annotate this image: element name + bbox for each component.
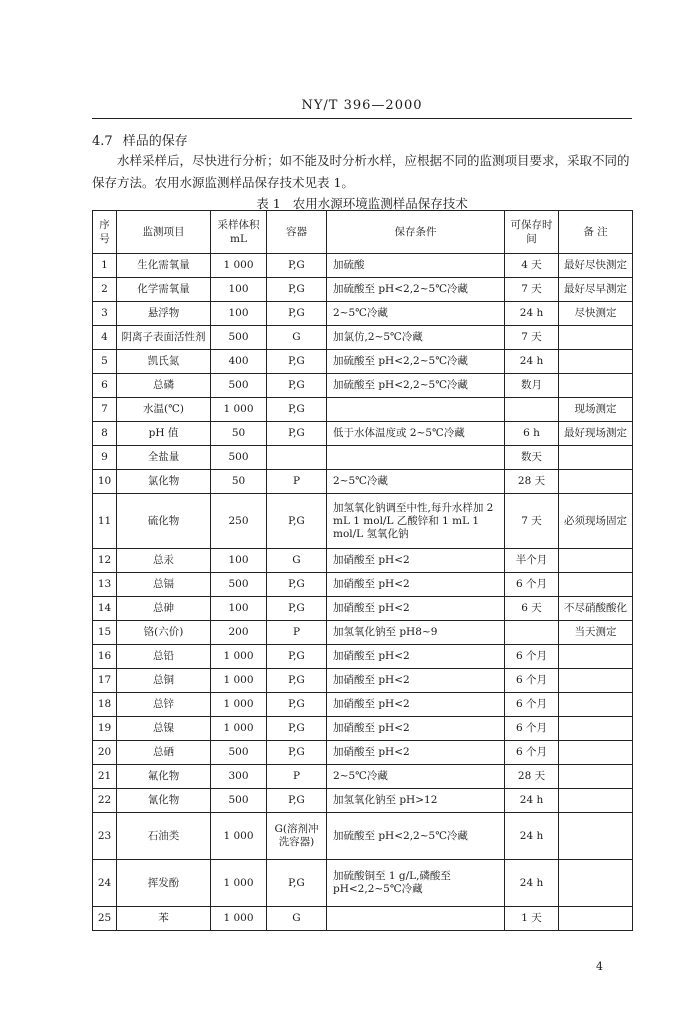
table-row [93, 422, 633, 446]
table-row [93, 278, 633, 302]
cell-time: 28 天 [505, 470, 559, 494]
cell-note: 当天测定 [559, 621, 633, 645]
cell-item: 总铜 [117, 669, 211, 693]
cell-time: 6 个月 [505, 645, 559, 669]
cell-seq: 3 [93, 302, 117, 326]
cell-condition: 2~5℃冷藏 [327, 302, 505, 326]
cell-time: 6 个月 [505, 717, 559, 741]
cell-seq: 22 [93, 789, 117, 813]
cell-container: P,G [267, 789, 327, 813]
cell-condition: 加硝酸至 pH<2 [327, 669, 505, 693]
cell-item: 水温(℃) [117, 398, 211, 422]
cell-seq: 9 [93, 446, 117, 470]
cell-container: G [267, 549, 327, 573]
header-seq: 序号 [93, 211, 117, 254]
cell-condition: 加氢氧化钠至 pH8~9 [327, 621, 505, 645]
cell-volume: 400 [211, 350, 267, 374]
cell-volume: 1 000 [211, 813, 267, 860]
cell-note [559, 549, 633, 573]
cell-seq: 13 [93, 573, 117, 597]
cell-time: 6 h [505, 422, 559, 446]
cell-note [559, 693, 633, 717]
cell-volume: 500 [211, 789, 267, 813]
table-row [93, 254, 633, 278]
cell-time: 6 个月 [505, 741, 559, 765]
table-row [93, 326, 633, 350]
section-paragraph: 水样采样后，尽快进行分析；如不能及时分析水样，应根据不同的监测项目要求，采取不同的保存方法。农用水源监测样品保存技术见表 1。 [92, 153, 630, 190]
cell-item: 悬浮物 [117, 302, 211, 326]
section-number: 4.7 [92, 134, 113, 149]
table-row [93, 789, 633, 813]
cell-seq: 25 [93, 907, 117, 931]
cell-item: 生化需氧量 [117, 254, 211, 278]
cell-condition: 加硝酸至 pH<2 [327, 597, 505, 621]
storage-table [92, 210, 633, 931]
cell-note: 尽快测定 [559, 302, 633, 326]
cell-note [559, 645, 633, 669]
table-number: 表 1 [256, 196, 281, 211]
cell-condition: 2~5℃冷藏 [327, 765, 505, 789]
cell-note [559, 907, 633, 931]
cell-item: 石油类 [117, 813, 211, 860]
cell-container [267, 446, 327, 470]
cell-seq: 7 [93, 398, 117, 422]
cell-item: 总锌 [117, 693, 211, 717]
cell-item: 氯化物 [117, 470, 211, 494]
cell-time: 半个月 [505, 549, 559, 573]
cell-container: P,G [267, 398, 327, 422]
cell-container: P,G [267, 278, 327, 302]
cell-time: 24 h [505, 813, 559, 860]
cell-note [559, 573, 633, 597]
cell-time: 24 h [505, 302, 559, 326]
cell-container: P,G [267, 573, 327, 597]
cell-container: G [267, 326, 327, 350]
cell-seq: 18 [93, 693, 117, 717]
cell-volume: 100 [211, 302, 267, 326]
cell-item: 硫化物 [117, 494, 211, 549]
section-heading [92, 130, 188, 149]
cell-volume: 500 [211, 374, 267, 398]
cell-seq: 17 [93, 669, 117, 693]
cell-condition: 加硫酸至 pH<2,2~5℃冷藏 [327, 813, 505, 860]
cell-seq: 14 [93, 597, 117, 621]
table-row [93, 494, 633, 549]
cell-note [559, 669, 633, 693]
table-row [93, 597, 633, 621]
table-row [93, 446, 633, 470]
cell-condition: 加氢氧化钠至 pH>12 [327, 789, 505, 813]
cell-volume: 100 [211, 278, 267, 302]
cell-note [559, 446, 633, 470]
cell-condition: 加硝酸至 pH<2 [327, 693, 505, 717]
cell-container: G [267, 907, 327, 931]
cell-item: 凯氏氮 [117, 350, 211, 374]
cell-note [559, 350, 633, 374]
cell-time [505, 621, 559, 645]
cell-condition: 加硝酸至 pH<2 [327, 717, 505, 741]
cell-volume: 50 [211, 470, 267, 494]
table-title-text: 农用水源环境监测样品保存技术 [292, 196, 468, 211]
cell-seq: 8 [93, 422, 117, 446]
cell-condition [327, 398, 505, 422]
cell-condition: 加硫酸至 pH<2,2~5℃冷藏 [327, 374, 505, 398]
table-row [93, 398, 633, 422]
cell-condition: 加硫酸铜至 1 g/L,磷酸至 pH<2,2~5℃冷藏 [327, 860, 505, 907]
cell-condition: 加硝酸至 pH<2 [327, 645, 505, 669]
cell-note [559, 374, 633, 398]
cell-container: P [267, 470, 327, 494]
cell-container: P,G [267, 494, 327, 549]
cell-volume: 300 [211, 765, 267, 789]
cell-note [559, 717, 633, 741]
cell-note [559, 789, 633, 813]
cell-volume: 1 000 [211, 860, 267, 907]
cell-seq: 1 [93, 254, 117, 278]
cell-seq: 5 [93, 350, 117, 374]
cell-note [559, 470, 633, 494]
cell-container: P,G [267, 302, 327, 326]
header-note: 备 注 [559, 211, 633, 254]
cell-note [559, 860, 633, 907]
cell-note: 不尽硝酸酸化 [559, 597, 633, 621]
cell-condition: 加硫酸 [327, 254, 505, 278]
cell-item: 总铅 [117, 645, 211, 669]
section-title: 样品的保存 [122, 134, 188, 149]
standard-header: NY/T 396—2000 [301, 98, 423, 113]
cell-item: 苯 [117, 907, 211, 931]
cell-seq: 6 [93, 374, 117, 398]
cell-condition: 加硝酸至 pH<2 [327, 549, 505, 573]
cell-volume: 500 [211, 326, 267, 350]
cell-seq: 12 [93, 549, 117, 573]
cell-volume: 500 [211, 741, 267, 765]
cell-note [559, 326, 633, 350]
cell-item: 总磷 [117, 374, 211, 398]
cell-time: 4 天 [505, 254, 559, 278]
cell-time: 数天 [505, 446, 559, 470]
cell-time: 6 天 [505, 597, 559, 621]
cell-time: 数月 [505, 374, 559, 398]
cell-volume: 1 000 [211, 398, 267, 422]
cell-volume: 500 [211, 573, 267, 597]
cell-volume: 200 [211, 621, 267, 645]
cell-time: 24 h [505, 350, 559, 374]
cell-item: 总硒 [117, 741, 211, 765]
cell-container: P [267, 621, 327, 645]
cell-container: G(溶剂冲洗容器) [267, 813, 327, 860]
header-condition: 保存条件 [327, 211, 505, 254]
cell-container: P,G [267, 597, 327, 621]
cell-item: 总砷 [117, 597, 211, 621]
page-number: 4 [596, 960, 603, 973]
table-row [93, 907, 633, 931]
table-row [93, 645, 633, 669]
cell-condition [327, 907, 505, 931]
cell-condition: 低于水体温度或 2~5℃冷藏 [327, 422, 505, 446]
cell-seq: 21 [93, 765, 117, 789]
table-row [93, 693, 633, 717]
cell-container: P,G [267, 860, 327, 907]
cell-container: P,G [267, 741, 327, 765]
header-container: 容器 [267, 211, 327, 254]
cell-item: 铬(六价) [117, 621, 211, 645]
table-row [93, 302, 633, 326]
cell-time: 7 天 [505, 278, 559, 302]
cell-seq: 2 [93, 278, 117, 302]
cell-container: P,G [267, 669, 327, 693]
table-row [93, 621, 633, 645]
cell-container: P,G [267, 422, 327, 446]
cell-volume: 250 [211, 494, 267, 549]
cell-volume: 50 [211, 422, 267, 446]
cell-volume: 1 000 [211, 717, 267, 741]
table-row [93, 573, 633, 597]
cell-item: pH 值 [117, 422, 211, 446]
cell-item: 阴离子表面活性剂 [117, 326, 211, 350]
cell-condition: 加硫酸至 pH<2,2~5℃冷藏 [327, 350, 505, 374]
cell-seq: 10 [93, 470, 117, 494]
cell-seq: 20 [93, 741, 117, 765]
cell-container: P,G [267, 693, 327, 717]
header-volume: 采样体积 mL [211, 211, 267, 254]
cell-container: P,G [267, 374, 327, 398]
cell-seq: 19 [93, 717, 117, 741]
cell-volume: 100 [211, 597, 267, 621]
table-row [93, 374, 633, 398]
cell-volume: 1 000 [211, 907, 267, 931]
table-header-row [93, 211, 633, 254]
table-row [93, 860, 633, 907]
cell-condition: 加氢氧化钠调至中性,每升水样加 2 mL 1 mol/L 乙酸锌和 1 mL 1 mol/L 氢氧化钠 [327, 494, 505, 549]
table-row [93, 549, 633, 573]
cell-seq: 15 [93, 621, 117, 645]
cell-seq: 16 [93, 645, 117, 669]
cell-item: 氟化物 [117, 765, 211, 789]
cell-volume: 100 [211, 549, 267, 573]
cell-note [559, 813, 633, 860]
cell-item: 挥发酚 [117, 860, 211, 907]
cell-condition: 加硝酸至 pH<2 [327, 741, 505, 765]
cell-container: P,G [267, 350, 327, 374]
cell-time: 28 天 [505, 765, 559, 789]
cell-time: 1 天 [505, 907, 559, 931]
table-row [93, 765, 633, 789]
cell-volume: 1 000 [211, 254, 267, 278]
cell-time: 24 h [505, 789, 559, 813]
header-time: 可保存时间 [505, 211, 559, 254]
cell-note: 最好尽快测定 [559, 254, 633, 278]
cell-item: 总镉 [117, 573, 211, 597]
cell-seq: 4 [93, 326, 117, 350]
cell-time: 7 天 [505, 494, 559, 549]
cell-condition: 加硫酸至 pH<2,2~5℃冷藏 [327, 278, 505, 302]
cell-container: P,G [267, 254, 327, 278]
cell-condition [327, 446, 505, 470]
cell-volume: 1 000 [211, 645, 267, 669]
cell-note: 必须现场固定 [559, 494, 633, 549]
table-row [93, 813, 633, 860]
cell-seq: 23 [93, 813, 117, 860]
cell-time: 24 h [505, 860, 559, 907]
table-row [93, 350, 633, 374]
cell-container: P,G [267, 717, 327, 741]
cell-seq: 11 [93, 494, 117, 549]
cell-condition: 加氯仿,2~5℃冷藏 [327, 326, 505, 350]
cell-item: 化学需氧量 [117, 278, 211, 302]
cell-note [559, 765, 633, 789]
cell-note [559, 741, 633, 765]
cell-time: 6 个月 [505, 693, 559, 717]
cell-item: 全盐量 [117, 446, 211, 470]
cell-note: 最好尽早测定 [559, 278, 633, 302]
cell-seq: 24 [93, 860, 117, 907]
header-item: 监测项目 [117, 211, 211, 254]
table-row [93, 741, 633, 765]
header-rule [92, 118, 632, 119]
cell-volume: 500 [211, 446, 267, 470]
cell-condition: 2~5℃冷藏 [327, 470, 505, 494]
cell-note: 最好现场测定 [559, 422, 633, 446]
cell-time: 6 个月 [505, 669, 559, 693]
cell-volume: 1 000 [211, 693, 267, 717]
cell-time: 6 个月 [505, 573, 559, 597]
table-row [93, 470, 633, 494]
cell-item: 氰化物 [117, 789, 211, 813]
table-row [93, 717, 633, 741]
cell-note: 现场测定 [559, 398, 633, 422]
cell-condition: 加硝酸至 pH<2 [327, 573, 505, 597]
cell-item: 总汞 [117, 549, 211, 573]
cell-container: P [267, 765, 327, 789]
cell-volume: 1 000 [211, 669, 267, 693]
cell-time [505, 398, 559, 422]
cell-item: 总镍 [117, 717, 211, 741]
cell-time: 7 天 [505, 326, 559, 350]
table-row [93, 669, 633, 693]
cell-container: P,G [267, 645, 327, 669]
